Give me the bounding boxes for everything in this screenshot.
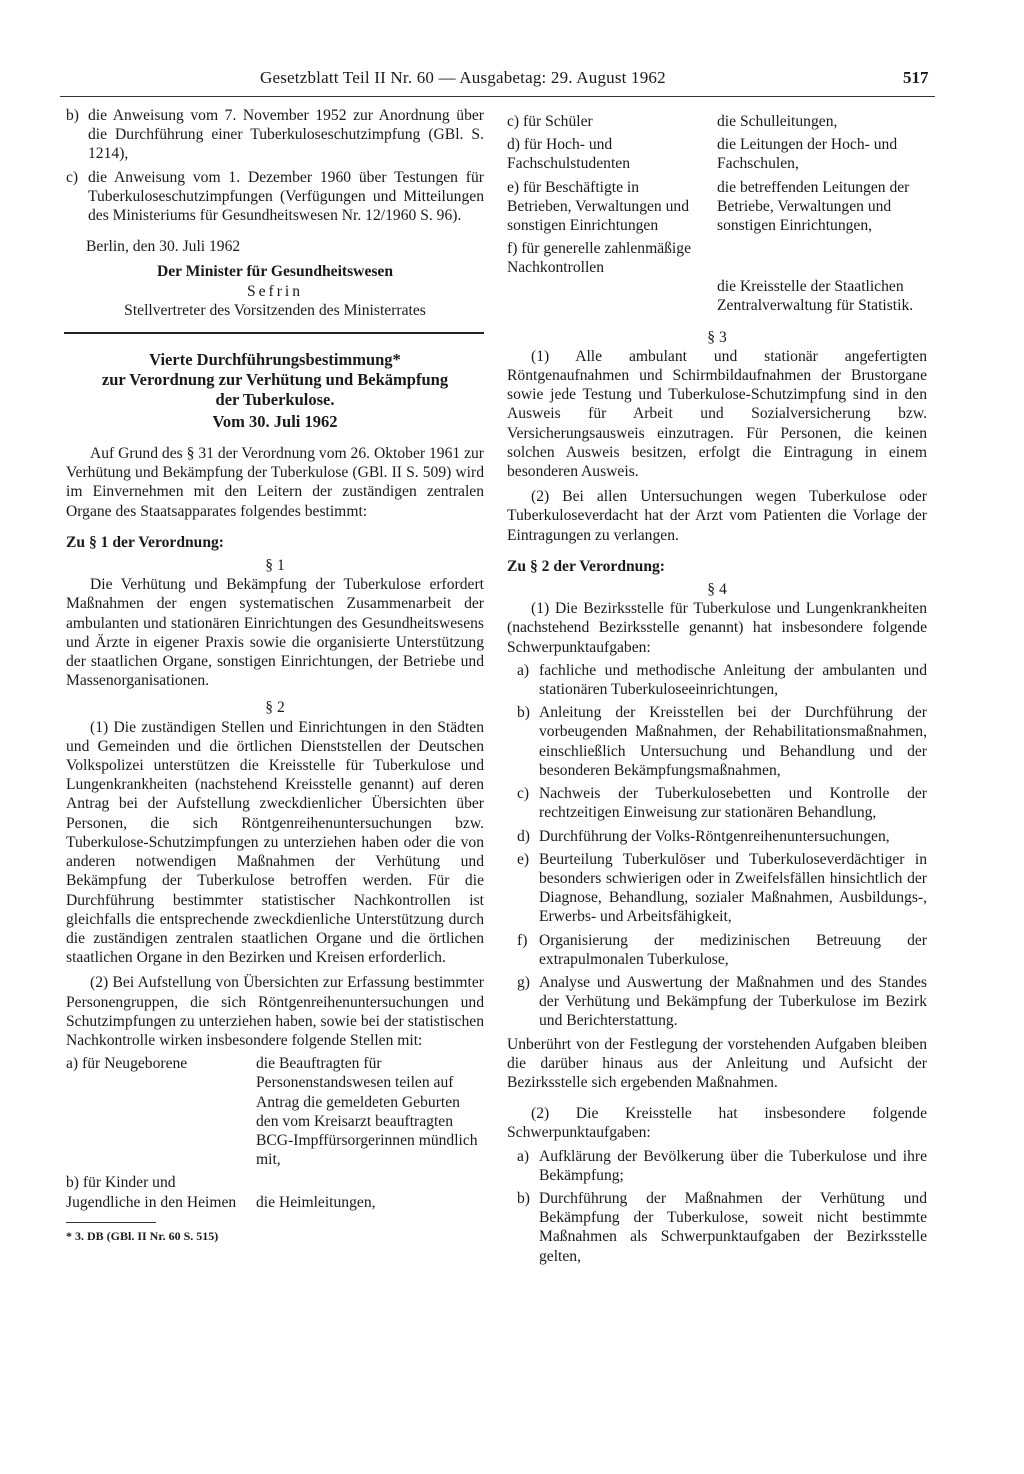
paragraph-text: Unberührt von der Festlegung der vorstehenden Aufgaben bleiben die darüber hinaus aus der Anleitung und Aufsicht der Bezirksstelle sich ergebenden Maßnahmen.: [507, 1035, 927, 1091]
list-item: [507, 661, 927, 699]
row-value: die Schulleitungen,: [717, 113, 838, 130]
right-column: [507, 112, 927, 1266]
header-title: Gesetzblatt Teil II Nr. 60 — Ausgabetag: 29. August 1962: [260, 68, 666, 87]
list-text: die Anweisung vom 7. November 1952 zur Anordnung über die Durchführung einer Tuberkuloseschutzimpfung (GBl. S. 1214),: [88, 107, 484, 163]
page-number: 517: [903, 68, 929, 87]
list-text: Anleitung der Kreisstellen bei der Durchführung der vorbeugenden Maßnahmen, der Rehabilitationsmaßnahmen, einschließlich Untersuchung und Behandlung und der besonderen Bekämpfungsmaßnahmen,: [539, 704, 927, 779]
paragraph-number: § 1: [265, 557, 285, 575]
table-row: [507, 112, 927, 131]
list-item: [66, 106, 484, 164]
decree-title-line-3: der Tuberkulose.: [215, 390, 335, 410]
list-text: Aufklärung der Bevölkerung über die Tuberkulose und ihre Bekämpfung;: [539, 1147, 927, 1184]
decree-date: Vom 30. Juli 1962: [212, 412, 338, 432]
list-text: die Anweisung vom 1. Dezember 1960 über Testungen für Tuberkuloseschutzimpfungen (Verfügungen und Mitteilungen des Ministeriums für Gesundheitswesen Nr. 12/1960 S. 96).: [88, 168, 484, 225]
row-value: die Kreisstelle der Staatlichen Zentralverwaltung für Statistik.: [717, 278, 914, 315]
table-row: [66, 1054, 484, 1169]
paragraph-text: (2) Bei allen Untersuchungen wegen Tuberkulose oder Tuberkuloseverdacht hat der Arzt vom Patienten die Vorlage der Eintragungen zu verlangen.: [507, 488, 927, 544]
list-item: [507, 973, 927, 1031]
minister-title: Der Minister für Gesundheitswesen: [156, 263, 394, 281]
paragraph-text: (1) Alle ambulant und stationär angefertigten Röntgenaufnahmen und Schirmbildaufnahmen der Brustorgane sowie jede Testung und Tuberkulose-Schutzimpfung sind in den Ausweis für Arbeit und Sozialversicherung bzw. Versicherungsausweis einzutragen. Für Personen, die keinen solchen Ausweis besitzen, erfolgt die Eintragung in einem besonderen Ausweis.: [507, 347, 927, 481]
table-row: [507, 135, 927, 173]
list-label: c): [66, 168, 79, 186]
row-key: a) für Neugeborene: [66, 1055, 188, 1073]
list-text: Beurteilung Tuberkulöser und Tuberkuloseverdächtiger in besonders schwierigen oder in Zweifelsfällen hinsichtlich der Diagnose, Behandlung, sozialer Maßnahmen, Ausbildungs-, Erwerbs- und Arbeitsfähigkeit,: [539, 850, 927, 926]
footnote: * 3. DB (GBl. II Nr. 60 S. 515): [66, 1228, 219, 1243]
paragraph-number: § 3: [707, 328, 727, 346]
table-row: [66, 1173, 484, 1211]
list-label: e): [517, 850, 530, 868]
list-item: [507, 1147, 927, 1185]
list-item: [507, 784, 927, 822]
paragraph-number: § 4: [707, 581, 727, 599]
preamble: Auf Grund des § 31 der Verordnung vom 26. Oktober 1961 zur Verhütung und Bekämpfung der Tuberkulose (GBl. II S. 509) wird im Einvernehmen mit den Leitern der zuständigen zentralen Organe des Staatsapparates folgendes bestimmt:: [66, 445, 484, 520]
signer-name: Sefrin: [246, 282, 304, 300]
header-rule: [60, 96, 935, 97]
section-heading: Zu § 1 der Verordnung:: [66, 533, 225, 551]
list-label: d): [517, 827, 530, 845]
paragraph-text: (2) Bei Aufstellung von Übersichten zur Erfassung bestimmter Personengruppen, die sich Röntgenreihenuntersuchungen und Schutzimpfungen zu unterziehen haben, sowie bei der statistischen Nachkontrolle wirken insbesondere folgende Stellen mit:: [66, 974, 484, 1049]
list-text: Nachweis der Tuberkulosebetten und Kontrolle der rechtzeitigen Einweisung zur stationären Behandlung,: [539, 785, 927, 822]
task-list-kreisstelle: [507, 1147, 927, 1266]
left-column: [66, 106, 484, 1246]
paragraph-text: Die Verhütung und Bekämpfung der Tuberkulose erfordert Maßnahmen der engen systematischen Zusammenarbeit der ambulanten und stationären Einrichtungen des Gesundheitswesens und Ärzte in eigener Praxis sowie die organisierte Unterstützung der staatlichen Organe, sonstigen Einrichtungen, der Betriebe und Massenorganisationen.: [66, 576, 484, 690]
list-label: g): [517, 973, 530, 991]
row-key: d) für Hoch- und Fachschulstudenten: [507, 136, 630, 173]
decree-title-line-2: zur Verordnung zur Verhütung und Bekämpfung: [101, 370, 449, 390]
paragraph-text: (2) Die Kreisstelle hat insbesondere folgende Schwerpunktaufgaben:: [507, 1105, 927, 1142]
list-text: Durchführung der Volks-Röntgenreihenuntersuchungen,: [539, 827, 890, 845]
list-label: a): [517, 1147, 530, 1165]
paragraph-number: § 2: [265, 699, 285, 717]
row-key: c) für Schüler: [507, 113, 593, 130]
section-heading: Zu § 2 der Verordnung:: [507, 557, 666, 575]
list-text: Analyse und Auswertung der Maßnahmen und des Standes der Verhütung und Bekämpfung der Tuberkulose im Bezirk und Berichterstattung.: [539, 973, 927, 1030]
table-row: [507, 178, 927, 236]
list-item: [66, 168, 484, 226]
row-key: b) für Kinder und Jugendliche in den Heimen: [66, 1174, 237, 1211]
section-separator: [64, 332, 484, 334]
row-key: e) für Beschäftigte in Betrieben, Verwaltungen und sonstigen Einrichtungen: [507, 178, 690, 235]
list-label: f): [517, 931, 528, 949]
decree-title-line-1: Vierte Durchführungsbestimmung*: [149, 350, 401, 370]
row-key: f) für generelle zahlenmäßige Nachkontrollen: [507, 240, 691, 277]
place-date: Berlin, den 30. Juli 1962: [86, 238, 241, 256]
list-text: fachliche und methodische Anleitung der ambulanten und stationären Tuberkuloseeinrichtungen,: [539, 661, 927, 699]
task-list-bezirksstelle: [507, 661, 927, 1031]
paragraph-text: (1) Die Bezirksstelle für Tuberkulose und Lungenkrankheiten (nachstehend Bezirksstelle genannt) hat insbesondere folgende Schwerpunktaufgaben:: [507, 600, 927, 656]
row-value: die Heimleitungen,: [256, 1193, 376, 1211]
list-label: b): [66, 107, 79, 124]
list-text: Organisierung der medizinischen Betreuung der extrapulmonalen Tuberkulose,: [539, 931, 927, 968]
list-label: b): [517, 704, 530, 722]
list-text: Durchführung der Maßnahmen der Verhütung und Bekämpfung der Tuberkulose, soweit nicht bestimmte Maßnahmen als Schwerpunktaufgaben der Bezirksstelle gelten,: [539, 1189, 927, 1265]
list-label: a): [517, 661, 530, 679]
row-value: die betreffenden Leitungen der Betriebe, Verwaltungen und sonstigen Einrichtungen,: [717, 178, 910, 235]
list-item: [507, 827, 927, 846]
signer-role: Stellvertreter des Vorsitzenden des Ministerrates: [124, 301, 426, 319]
list-item: [507, 850, 927, 927]
row-value: die Leitungen der Hoch- und Fachschulen,: [717, 136, 898, 173]
list-item: [507, 703, 927, 780]
list-label: b): [517, 1189, 530, 1207]
list-item: [507, 1189, 927, 1266]
row-value: die Beauftragten für Personenstandswesen teilen auf Antrag die gemeldeten Geburten den vom Kreisarzt beauftragten BCG-Impffürsorgerinnen mündlich mit,: [256, 1055, 478, 1169]
footnote-rule: [66, 1222, 156, 1223]
list-item: [507, 931, 927, 969]
table-row: [507, 239, 927, 315]
paragraph-text: (1) Die zuständigen Stellen und Einrichtungen in den Städten und Gemeinden und die örtlichen Dienststellen der Deutschen Volkspolizei unterstützen die Kreisstelle für Tuberkulose und Lungenkrankheiten (nachstehend Kreisstelle genannt) auf deren Antrag bei der Aufstellung zweckdienlicher Übersichten über Personen, die sich Röntgenreihenuntersuchungen bzw. Tuberkulose-Schutzimpfungen zu unterziehen haben oder die von anderen notwendigen Maßnahmen der Verhütung und Bekämpfung der Tuberkulose betroffen werden. Für die Durchführung bestimmter statistischer Nachkontrollen ist gleichfalls die entsprechende zweckdienliche Unterstützung durch die zuständigen zentralen staatlichen Organe und die örtlichen staatlichen Organe in den Bezirken und Kreisen erforderlich.: [66, 718, 484, 967]
list-label: c): [517, 785, 530, 803]
